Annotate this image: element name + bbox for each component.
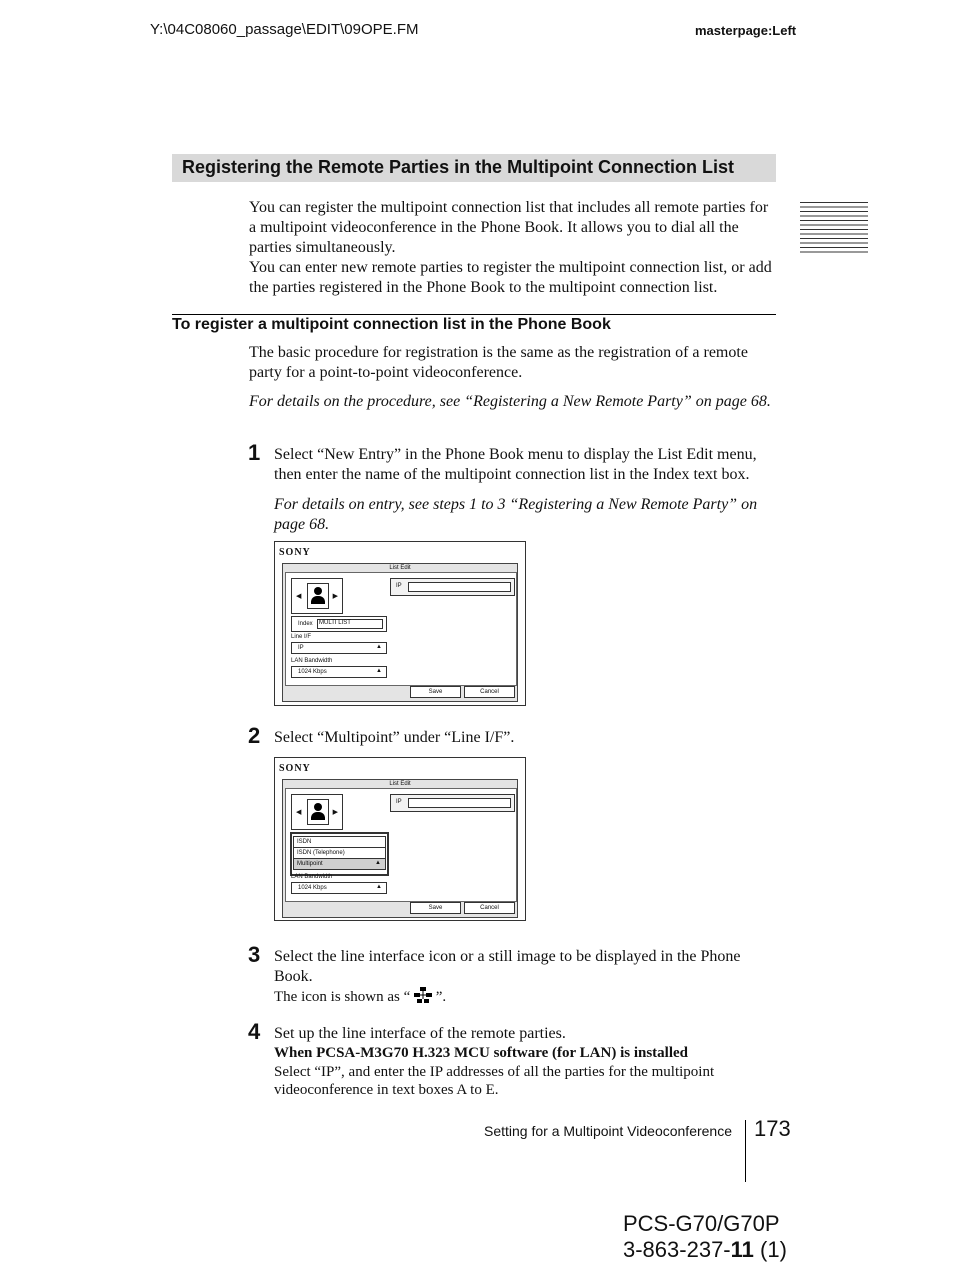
- dropdown-arrow-icon: ▲: [375, 860, 381, 866]
- arrow-right-icon[interactable]: ▶: [332, 808, 338, 816]
- line-if-label: Line I/F: [291, 634, 312, 640]
- option-multipoint[interactable]: [293, 858, 386, 870]
- step-4-detail: Select “IP”, and enter the IP addresses of all the parties for the multipoint videoconference in text boxes A to E.: [274, 1064, 715, 1098]
- index-label: Index: [298, 621, 313, 627]
- step-3-text: Select the line interface icon or a still image to be displayed in the Phone Book.: [274, 948, 741, 985]
- part-code: [623, 1237, 787, 1263]
- lan-bandwidth-value: 1024 Kbps: [298, 885, 327, 891]
- list-edit-window: [282, 779, 518, 918]
- dropdown-arrow-icon: ▲: [376, 644, 382, 650]
- footer-rule: [745, 1120, 746, 1182]
- footer-section-title: Setting for a Multipoint Videoconference: [484, 1123, 733, 1139]
- icon-note-prefix: The icon is shown as “: [274, 989, 411, 1005]
- list-edit-window: [282, 563, 518, 702]
- step-2-number: 2: [248, 723, 261, 748]
- line-if-select[interactable]: [291, 642, 387, 654]
- index-field-group: [291, 616, 387, 632]
- section-title-bar: [172, 154, 776, 182]
- option-label: ISDN: [297, 839, 312, 845]
- step-2-text: Select “Multipoint” under “Line I/F”.: [274, 729, 515, 746]
- step-1-note: For details on entry, see steps 1 to 3 “Registering a New Remote Party” on page 68.: [274, 496, 758, 533]
- step-4-number: 4: [248, 1019, 261, 1044]
- lan-bandwidth-label: LAN Bandwidth: [291, 874, 333, 880]
- step-1-text: Select “New Entry” in the Phone Book menu to display the List Edit menu, then enter the name of the multipoint connection list in the Index text box.: [274, 446, 757, 483]
- cancel-button[interactable]: Cancel: [464, 902, 515, 914]
- intro-text: [249, 198, 777, 298]
- option-label: ISDN (Telephone): [297, 850, 345, 856]
- ip-label: IP: [396, 799, 402, 805]
- ip-label: IP: [396, 583, 402, 589]
- ip-field-group: [390, 794, 515, 812]
- page-number: 173: [754, 1116, 791, 1141]
- step-3-icon-note: [274, 987, 446, 1006]
- arrow-left-icon[interactable]: ◀: [296, 592, 302, 600]
- person-icon: [307, 583, 329, 609]
- multipoint-network-icon: [414, 987, 432, 1003]
- basic-procedure-text: The basic procedure for registration is the same as the registration of a remote party for a point-to-point videoconference.: [249, 344, 748, 381]
- lan-bandwidth-label: LAN Bandwidth: [291, 658, 333, 664]
- file-path: Y:\04C08060_passage\EDIT\09OPE.FM: [150, 21, 419, 38]
- step-1-number: 1: [248, 440, 261, 465]
- ip-input[interactable]: [408, 798, 511, 808]
- part-code-revision: 11: [730, 1237, 754, 1262]
- line-if-value: IP: [298, 645, 304, 651]
- save-button[interactable]: Save: [410, 902, 461, 914]
- list-edit-screen-1: [274, 541, 526, 706]
- list-edit-panel: [285, 788, 517, 902]
- intro-paragraph-2: You can enter new remote parties to register the multipoint connection list, or add the parties registered in the Phone Book to the multipoint connection list.: [249, 259, 772, 296]
- window-title: List Edit: [389, 781, 411, 787]
- cancel-button[interactable]: Cancel: [464, 686, 515, 698]
- index-input[interactable]: [317, 619, 383, 629]
- subheading: To register a multipoint connection list in the Phone Book: [172, 316, 611, 333]
- ip-input[interactable]: [408, 582, 511, 592]
- subheading-rule: [172, 314, 776, 315]
- save-button[interactable]: Save: [410, 686, 461, 698]
- window-title: List Edit: [389, 565, 411, 571]
- basic-procedure-reference: For details on the procedure, see “Registering a New Remote Party” on page 68.: [249, 393, 771, 410]
- line-if-dropdown-list: [290, 832, 389, 876]
- index-value: MULTI LIST: [319, 620, 351, 626]
- part-code-prefix: 3-863-237-: [623, 1237, 731, 1262]
- model-info: [623, 1211, 787, 1263]
- step-3-number: 3: [248, 942, 261, 967]
- list-edit-panel: [285, 572, 517, 686]
- image-selector[interactable]: [291, 794, 343, 830]
- lan-bandwidth-value: 1024 Kbps: [298, 669, 327, 675]
- lan-bandwidth-select[interactable]: [291, 882, 387, 894]
- list-edit-screen-2: [274, 757, 526, 921]
- image-selector[interactable]: [291, 578, 343, 614]
- side-tab-lines: [800, 202, 868, 256]
- sony-logo: SONY: [279, 547, 311, 558]
- lan-bandwidth-select[interactable]: [291, 666, 387, 678]
- dropdown-arrow-icon: ▲: [376, 668, 382, 674]
- arrow-left-icon[interactable]: ◀: [296, 808, 302, 816]
- step-4-text: Set up the line interface of the remote parties.: [274, 1025, 566, 1042]
- arrow-right-icon[interactable]: ▶: [332, 592, 338, 600]
- person-icon: [307, 799, 329, 825]
- dropdown-arrow-icon: ▲: [376, 884, 382, 890]
- step-4-condition: When PCSA-M3G70 H.323 MCU software (for LAN) is installed: [274, 1045, 689, 1061]
- intro-paragraph-1: You can register the multipoint connection list that includes all remote parties for a multipoint videoconference in the Phone Book. It allows you to dial all the parties simultaneously.: [249, 199, 769, 256]
- masterpage-label: masterpage:Left: [695, 23, 797, 38]
- icon-note-suffix: ”.: [435, 989, 447, 1005]
- sony-logo: SONY: [279, 763, 311, 774]
- model-name: PCS-G70/G70P: [623, 1211, 780, 1236]
- ip-field-group: [390, 578, 515, 596]
- option-label: Multipoint: [297, 861, 323, 867]
- section-title: Registering the Remote Parties in the Multipoint Connection List: [182, 157, 735, 177]
- part-code-suffix: (1): [753, 1237, 787, 1262]
